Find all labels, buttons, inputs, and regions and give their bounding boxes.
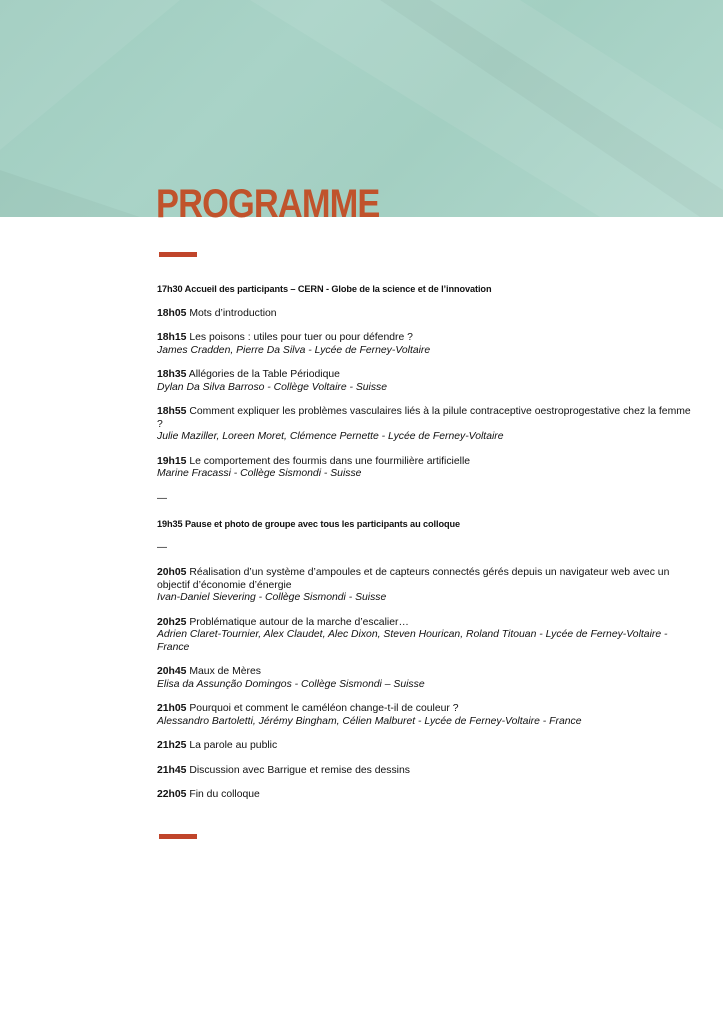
entry-text: 19h35 Pause et photo de groupe avec tous les participants au colloque xyxy=(157,518,461,529)
entry-time: 20h05 xyxy=(157,567,187,578)
schedule-entry xyxy=(157,369,697,394)
schedule-entry xyxy=(157,456,697,481)
schedule-entry xyxy=(157,703,697,728)
schedule-entry xyxy=(157,740,697,753)
schedule-entry xyxy=(157,666,697,691)
entry-authors: James Cradden, Pierre Da Silva - Lycée de Ferney-Voltaire xyxy=(157,344,431,356)
accent-bar-top xyxy=(159,252,197,257)
entry-title: Réalisation d’un système d’ampoules et de capteurs connectés gérés depuis un navigateur web avec un objectif d’économie d’énergie xyxy=(157,567,670,591)
entry-authors: Elisa da Assunção Domingos - Collège Sismondi – Suisse xyxy=(157,678,425,690)
schedule-entry xyxy=(157,765,697,778)
entry-title: Le comportement des fourmis dans une fourmilière artificielle xyxy=(189,455,471,467)
entry-title: Problématique autour de la marche d’escalier… xyxy=(189,616,409,628)
entry-title: Pourquoi et comment le caméléon change-t-il de couleur ? xyxy=(189,703,459,714)
entry-time: 18h35 xyxy=(157,369,187,380)
entry-title: La parole au public xyxy=(189,740,278,751)
schedule-entry xyxy=(157,567,697,605)
entry-time: 22h05 xyxy=(157,789,187,800)
schedule-entry xyxy=(157,332,697,357)
entry-title: Discussion avec Barrigue et remise des dessins xyxy=(189,764,410,776)
entry-time: 18h05 xyxy=(157,307,187,319)
programme-schedule xyxy=(157,283,697,802)
schedule-entry-arrival xyxy=(157,283,697,296)
entry-time: 18h55 xyxy=(157,406,187,417)
entry-authors: Ivan-Daniel Sievering - Collège Sismondi - Suisse xyxy=(157,592,387,603)
entry-time: 21h45 xyxy=(157,764,187,776)
entry-time: 18h15 xyxy=(157,332,187,343)
separator-dash: — xyxy=(157,542,167,553)
entry-time: 19h15 xyxy=(157,455,187,467)
entry-authors: Julie Maziller, Loreen Moret, Clémence Pernette - Lycée de Ferney-Voltaire xyxy=(157,431,504,442)
entry-title: Les poisons : utiles pour tuer ou pour défendre ? xyxy=(189,332,413,343)
accent-bar-bottom xyxy=(159,834,197,839)
entry-title: Maux de Mères xyxy=(189,666,261,677)
entry-time: 21h05 xyxy=(157,703,187,714)
schedule-entry xyxy=(157,789,697,802)
entry-title: Comment expliquer les problèmes vasculaires liés à la pilule contraceptive oestroprogestative chez la femme ? xyxy=(157,406,691,430)
entry-title: Mots d’introduction xyxy=(189,307,277,319)
schedule-entry xyxy=(157,617,697,655)
separator-dash: — xyxy=(157,492,167,504)
entry-authors: Adrien Claret-Tournier, Alex Claudet, Alec Dixon, Steven Hourican, Roland Titouan - Lycée de Ferney-Voltaire - France xyxy=(157,629,668,653)
entry-time: 20h25 xyxy=(157,616,187,628)
schedule-entry xyxy=(157,308,697,321)
entry-authors: Alessandro Bartoletti, Jérémy Bingham, Célien Malburet - Lycée de Ferney-Voltaire - France xyxy=(157,715,582,727)
entry-text: 17h30 Accueil des participants – CERN - Globe de la science et de l’innovation xyxy=(157,284,492,294)
entry-title: Fin du colloque xyxy=(189,789,260,800)
schedule-entry-break xyxy=(157,518,697,531)
entry-authors: Dylan Da Silva Barroso - Collège Voltaire - Suisse xyxy=(157,381,388,393)
schedule-entry xyxy=(157,406,697,444)
entry-title: Allégories de la Table Périodique xyxy=(188,369,340,380)
page-title: PROGRAMME xyxy=(156,182,380,226)
entry-time: 20h45 xyxy=(157,666,187,677)
entry-time: 21h25 xyxy=(157,740,187,751)
entry-authors: Marine Fracassi - Collège Sismondi - Suisse xyxy=(157,468,362,479)
